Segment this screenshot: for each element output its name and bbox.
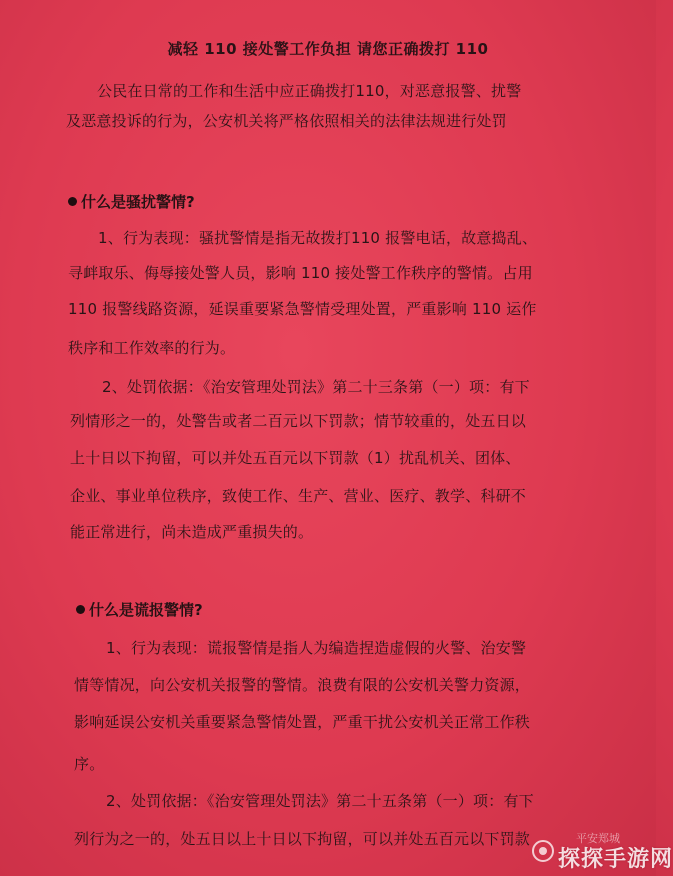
body-line: 1、行为表现：骚扰警情是指无故拨打110 报警电话，故意捣乱、 [98, 229, 538, 247]
body-line: 列行为之一的，处五日以上十日以下拘留，可以并处五百元以下罚款 [74, 830, 531, 848]
document-title: 减轻 110 接处警工作负担 请您正确拨打 110 [167, 40, 489, 58]
section-heading-text: 什么是骚扰警情? [81, 193, 195, 211]
section-heading-harassment [68, 191, 195, 212]
intro-line: 及恶意投诉的行为，公安机关将严格依照相关的法律法规进行处罚 [66, 112, 507, 130]
watermark-source: 平安郑城 [576, 832, 620, 845]
body-line: 2、处罚依据：《治安管理处罚法》第二十五条第（一）项：有下 [106, 792, 534, 810]
watermark-text: 探探手游网 [558, 847, 673, 872]
watermark [532, 830, 673, 872]
body-line: 上十日以下拘留，可以并处五百元以下罚款（1）扰乱机关、团体、 [70, 449, 521, 467]
body-line: 影响延误公安机关重要紧急警情处置，严重干扰公安机关正常工作秩 [74, 713, 531, 731]
bullet-icon [68, 197, 77, 206]
body-line: 企业、事业单位秩序，致使工作、生产、营业、医疗、教学、科研不 [70, 487, 527, 505]
watermark-logo-icon [532, 840, 554, 862]
section-heading-false-report [76, 599, 203, 620]
section-heading-text: 什么是谎报警情? [89, 601, 203, 619]
body-line: 2、处罚依据：《治安管理处罚法》第二十三条第（一）项：有下 [102, 378, 530, 396]
body-line: 能正常进行，尚未造成严重损失的。 [70, 523, 314, 541]
body-line: 列情形之一的，处警告或者二百元以下罚款；情节较重的，处五日以 [70, 412, 527, 430]
body-line: 寻衅取乐、侮辱接处警人员，影响 110 接处警工作秩序的警情。占用 [68, 264, 533, 282]
body-line: 序。 [74, 755, 105, 773]
body-line: 1、行为表现：谎报警情是指人为编造捏造虚假的火警、治安警 [106, 639, 527, 657]
intro-line: 公民在日常的工作和生活中应正确拨打110，对恶意报警、扰警 [97, 82, 522, 100]
body-line: 秩序和工作效率的行为。 [68, 339, 236, 357]
bullet-icon [76, 605, 85, 614]
body-line: 情等情况，向公安机关报警的警情。浪费有限的公安机关警力资源， [74, 676, 531, 694]
body-line: 110 报警线路资源，延误重要紧急警情受理处置，严重影响 110 运作 [68, 300, 537, 318]
